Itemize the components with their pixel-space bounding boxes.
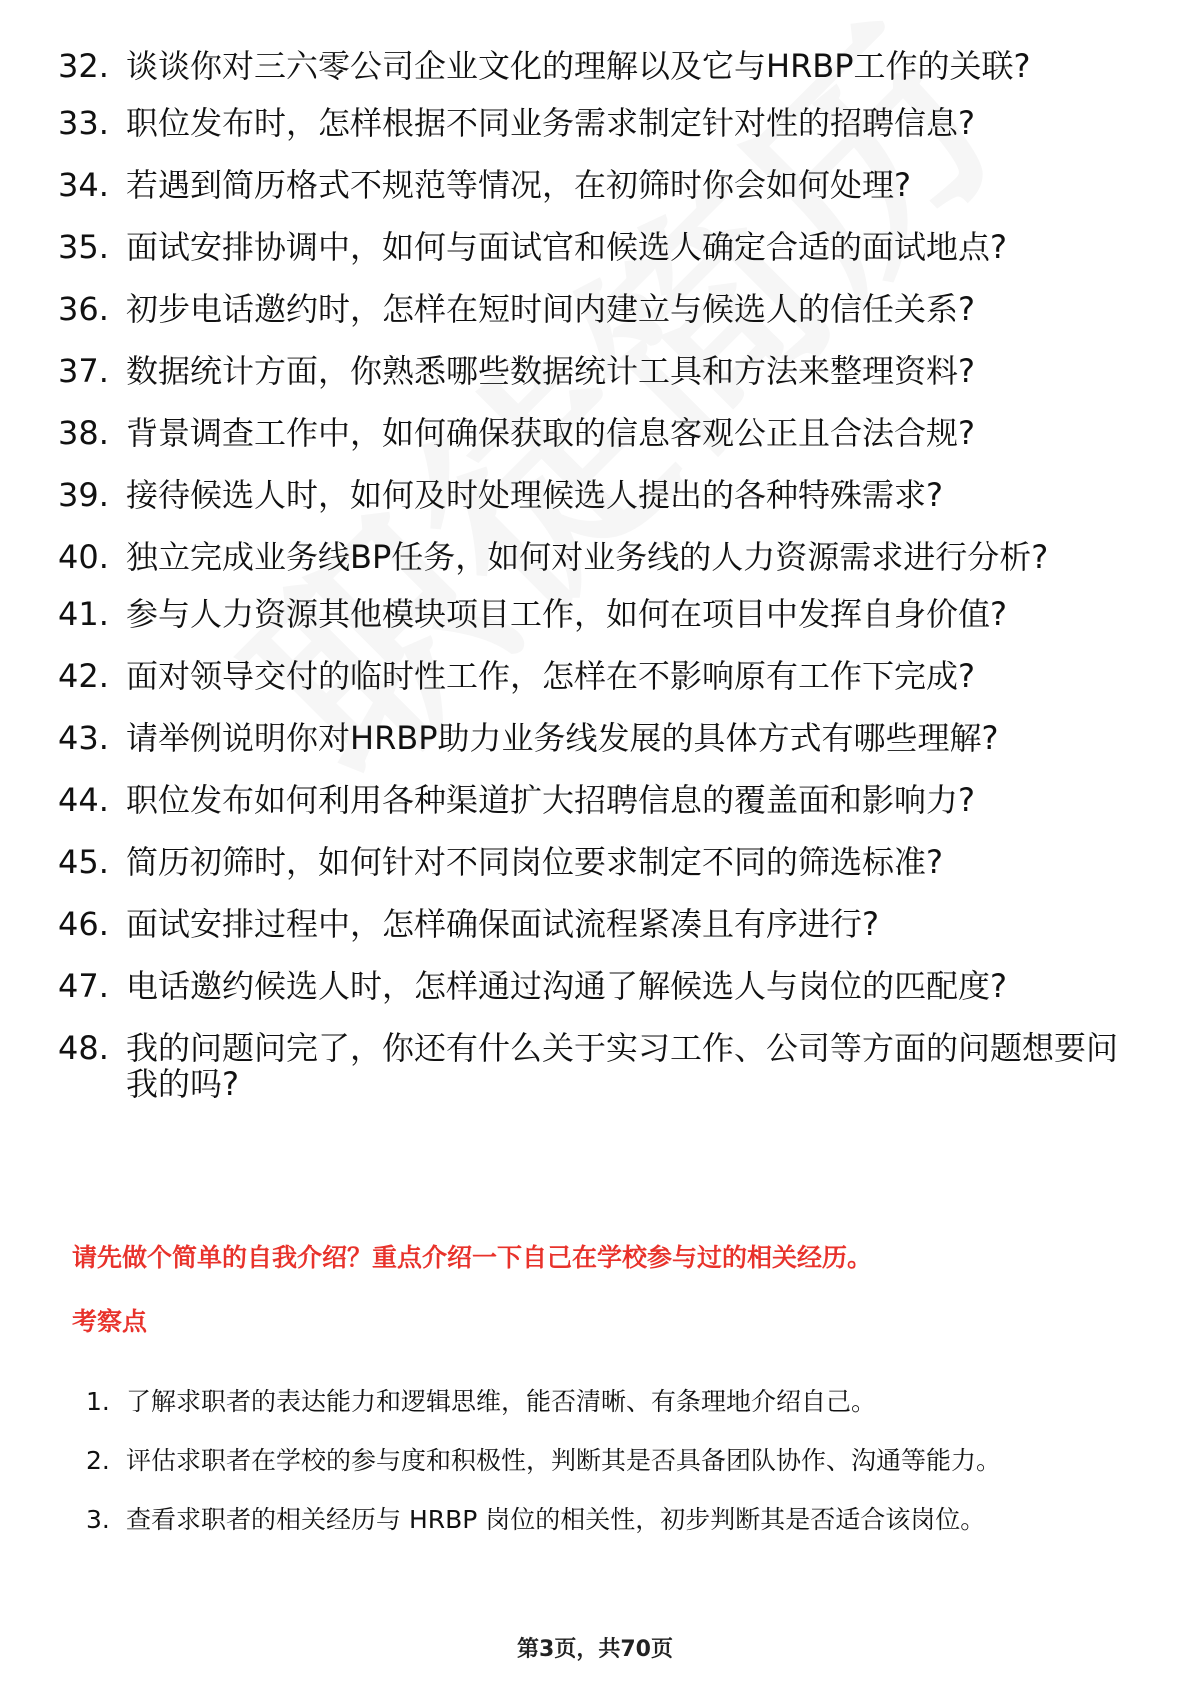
question-number: 47. bbox=[58, 967, 109, 1005]
question-item bbox=[58, 291, 1118, 327]
question-number: 41. bbox=[58, 595, 109, 633]
question-number: 38. bbox=[58, 414, 109, 452]
highlight-question: 请先做个简单的自我介绍？重点介绍一下自己在学校参与过的相关经历。 bbox=[72, 1243, 873, 1272]
question-number: 36. bbox=[58, 290, 109, 328]
question-list bbox=[58, 48, 1118, 1123]
question-item bbox=[58, 415, 1118, 451]
question-number: 48. bbox=[58, 1029, 109, 1067]
question-number: 33. bbox=[58, 104, 109, 142]
question-text: 电话邀约候选人时，怎样通过沟通了解候选人与岗位的匹配度? bbox=[126, 967, 1007, 1005]
question-item bbox=[58, 477, 1118, 513]
assessment-point bbox=[86, 1375, 1116, 1429]
question-text: 面试安排过程中，怎样确保面试流程紧凑且有序进行? bbox=[126, 905, 879, 943]
question-item bbox=[58, 48, 1118, 84]
question-text: 面试安排协调中，如何与面试官和候选人确定合适的面试地点? bbox=[126, 228, 1007, 266]
question-number: 35. bbox=[58, 228, 109, 266]
question-text: 初步电话邀约时，怎样在短时间内建立与候选人的信任关系? bbox=[126, 290, 975, 328]
point-number: 2. bbox=[86, 1446, 110, 1475]
question-text: 我的问题问完了，你还有什么关于实习工作、公司等方面的问题想要问我的吗? bbox=[126, 1029, 1119, 1103]
point-number: 1. bbox=[86, 1387, 110, 1416]
question-text: 职位发布时，怎样根据不同业务需求制定针对性的招聘信息? bbox=[126, 104, 975, 142]
question-text: 简历初筛时，如何针对不同岗位要求制定不同的筛选标准? bbox=[126, 843, 943, 881]
question-text: 独立完成业务线BP任务，如何对业务线的人力资源需求进行分析? bbox=[126, 538, 1049, 576]
question-text: 若遇到简历格式不规范等情况，在初筛时你会如何处理? bbox=[126, 166, 911, 204]
question-item bbox=[58, 658, 1118, 694]
question-item bbox=[58, 105, 1118, 141]
question-number: 37. bbox=[58, 352, 109, 390]
question-text: 参与人力资源其他模块项目工作，如何在项目中发挥自身价值? bbox=[126, 595, 1007, 633]
assessment-point bbox=[86, 1493, 1116, 1547]
question-item bbox=[58, 596, 1118, 632]
assessment-points bbox=[86, 1375, 1116, 1552]
point-number: 3. bbox=[86, 1505, 110, 1534]
point-text: 评估求职者在学校的参与度和积极性，判断其是否具备团队协作、沟通等能力。 bbox=[126, 1446, 1002, 1475]
point-text: 了解求职者的表达能力和逻辑思维，能否清晰、有条理地介绍自己。 bbox=[126, 1387, 877, 1416]
point-text: 查看求职者的相关经历与 HRBP 岗位的相关性，初步判断其是否适合该岗位。 bbox=[126, 1505, 986, 1534]
question-text: 背景调查工作中，如何确保获取的信息客观公正且合法合规? bbox=[126, 414, 975, 452]
question-number: 44. bbox=[58, 781, 109, 819]
question-item bbox=[58, 539, 1118, 575]
question-number: 45. bbox=[58, 843, 109, 881]
question-text: 职位发布如何利用各种渠道扩大招聘信息的覆盖面和影响力? bbox=[126, 781, 975, 819]
question-number: 43. bbox=[58, 719, 109, 757]
question-item bbox=[58, 229, 1118, 265]
question-number: 42. bbox=[58, 657, 109, 695]
section-label: 考察点 bbox=[72, 1307, 148, 1336]
question-item bbox=[58, 782, 1118, 818]
question-item bbox=[58, 906, 1118, 942]
question-item bbox=[58, 1030, 1118, 1102]
question-item bbox=[58, 720, 1118, 756]
page-number: 第3页，共70页 bbox=[517, 1637, 673, 1662]
question-number: 34. bbox=[58, 166, 109, 204]
question-text: 面对领导交付的临时性工作，怎样在不影响原有工作下完成? bbox=[126, 657, 975, 695]
question-item bbox=[58, 353, 1118, 389]
question-number: 40. bbox=[58, 538, 109, 576]
question-item bbox=[58, 844, 1118, 880]
question-number: 39. bbox=[58, 476, 109, 514]
question-item bbox=[58, 167, 1118, 203]
question-number: 32. bbox=[58, 47, 109, 85]
question-text: 数据统计方面，你熟悉哪些数据统计工具和方法来整理资料? bbox=[126, 352, 975, 390]
question-text: 请举例说明你对HRBP助力业务线发展的具体方式有哪些理解? bbox=[126, 719, 999, 757]
assessment-point bbox=[86, 1434, 1116, 1488]
question-number: 46. bbox=[58, 905, 109, 943]
question-text: 谈谈你对三六零公司企业文化的理解以及它与HRBP工作的关联? bbox=[126, 47, 1031, 85]
question-text: 接待候选人时，如何及时处理候选人提出的各种特殊需求? bbox=[126, 476, 943, 514]
question-item bbox=[58, 968, 1118, 1004]
